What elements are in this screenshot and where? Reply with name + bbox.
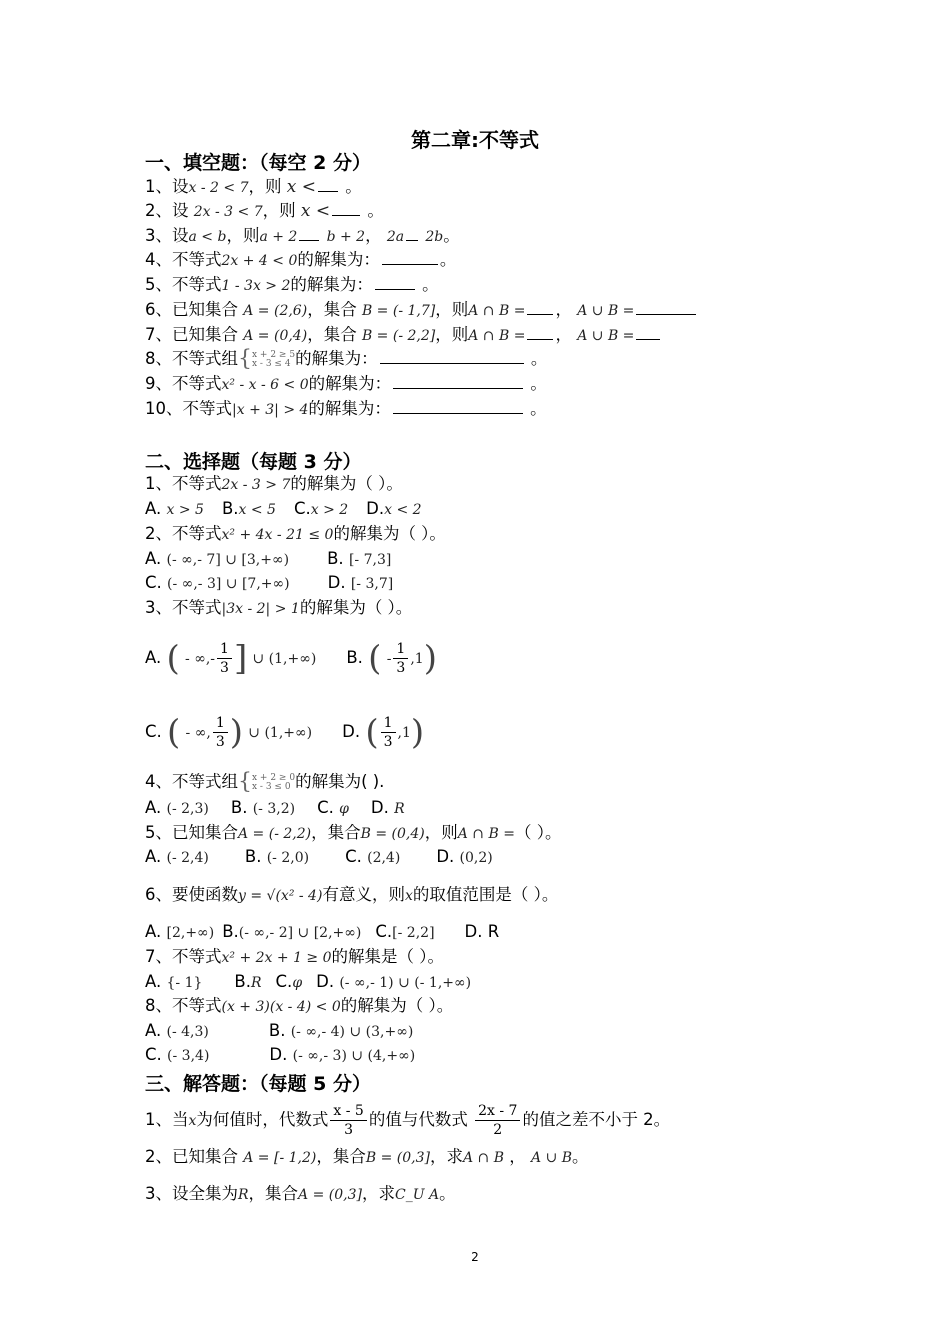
fill-item-2: 2、设 2x - 3 < 7，则 x < 。 [145, 201, 384, 221]
option-d[interactable]: D. (- ∞,- 3) ∪ (4,+∞) [269, 1045, 416, 1064]
choice-question-5: 5、已知集合A = (- 2,2)，集合B = (0,4)，则A ∩ B =（ ）。 [145, 823, 562, 842]
option-d[interactable]: D. (- ∞,- 1) ∪ (- 1,+∞) [316, 972, 472, 991]
fill-item-4: 4、不等式2x + 4 < 0的解集为： 。 [145, 250, 457, 269]
option-c[interactable]: C.[- 2,2] [375, 922, 435, 941]
answer-blank[interactable] [393, 374, 523, 389]
answer-blank[interactable] [406, 226, 418, 241]
option-a[interactable]: A. (- 2,4) [145, 847, 209, 866]
option-d[interactable]: D. [- 3,7] [327, 573, 394, 592]
option-d[interactable]: D. R [464, 922, 500, 941]
choice-question-8: 8、不等式(x + 3)(x - 4) < 0的解集为（ ）。 [145, 996, 454, 1015]
choice-question-3-options-ab [145, 635, 437, 682]
section-heading-problems: 三、解答题：（每题 5 分） [145, 1073, 371, 1095]
fraction: $\frac{1}{3}$ [381, 714, 396, 751]
option-b[interactable]: B. [- 7,3] [327, 549, 392, 568]
option-d[interactable]: D. ( $\frac{1}{3}$ ,1) [342, 712, 425, 753]
option-c[interactable]: C.φ [275, 972, 303, 991]
problem-3: 3、设全集为R，集合A = (0,3]，求C_U A。 [145, 1184, 456, 1203]
option-c[interactable]: C. φ [317, 798, 349, 817]
problem-2: 2、已知集合 A = [- 1,2)，集合B = (0,3]，求A ∩ B ， A ∪ B。 [145, 1147, 589, 1166]
option-a[interactable]: A. (- 4,3) [145, 1021, 209, 1040]
option-b[interactable]: B.(- ∞,- 2] ∪ [2,+∞) [222, 922, 362, 941]
choice-question-1-options [145, 498, 422, 521]
choice-question-3-options-cd [145, 709, 424, 756]
inequality-system: x + 2 ≥ 0 x - 3 ≤ 0 [252, 772, 296, 792]
fraction: $\frac{1}{3}$ [393, 640, 408, 677]
answer-blank[interactable] [382, 250, 438, 265]
option-b[interactable]: B. (- ∞,- 4) ∪ (3,+∞) [268, 1021, 414, 1040]
choice-question-8-options-ab [145, 1020, 413, 1043]
fill-item-10: 10、不等式|x + 3| > 4的解集为： 。 [145, 399, 547, 418]
section-heading-fill-blank: 一、填空题：（每空 2 分） [145, 152, 371, 174]
option-d[interactable]: D.x < 2 [366, 499, 422, 518]
choice-question-2: 2、不等式x² + 4x - 21 ≤ 0的解集为（ ）。 [145, 524, 446, 543]
option-a[interactable]: A. x > 5 [145, 499, 204, 518]
option-b[interactable]: B. ( - $\frac{1}{3}$ ,1) [346, 638, 437, 679]
chapter-title: 第二章:不等式 [411, 128, 539, 152]
answer-blank[interactable] [299, 226, 319, 241]
fill-item-9: 9、不等式x² - x - 6 < 0的解集为： 。 [145, 374, 547, 393]
choice-question-4: 4、不等式组{ x + 2 ≥ 0 x - 3 ≤ 0 的解集为( ). [145, 769, 385, 795]
answer-blank[interactable] [636, 300, 696, 315]
choice-question-2-options-ab [145, 548, 391, 571]
left-brace-icon: { [238, 769, 252, 795]
fraction: $\frac{1}{3}$ [213, 714, 228, 751]
answer-blank[interactable] [318, 177, 338, 192]
option-d[interactable]: D. R [370, 798, 405, 817]
option-a[interactable]: A. (- 2,3) [145, 798, 209, 817]
option-d[interactable]: D. (0,2) [436, 847, 493, 866]
inequality-system: x + 2 ≥ 5 x - 3 ≤ 4 [252, 349, 296, 369]
fill-item-7: 7、已知集合 A = (0,4)，集合 B = (- 2,2]，则A ∩ B = ， A ∪ B = [145, 324, 662, 347]
left-brace-icon: { [238, 346, 252, 372]
answer-blank[interactable] [332, 201, 360, 216]
option-b[interactable]: B. (- 3,2) [230, 798, 296, 817]
option-b[interactable]: B. (- 2,0) [244, 847, 310, 866]
choice-question-3: 3、不等式|3x - 2| > 1的解集为（ ）。 [145, 598, 413, 617]
answer-blank[interactable] [636, 325, 660, 340]
section-heading-multiple-choice: 二、选择题（每题 3 分） [145, 451, 362, 473]
answer-blank[interactable] [380, 349, 524, 364]
option-a[interactable]: A. (- ∞,- 7] ∪ [3,+∞) [145, 549, 290, 568]
option-c[interactable]: C. (- 3,4) [145, 1045, 210, 1064]
answer-blank[interactable] [375, 275, 415, 290]
answer-blank[interactable] [527, 325, 553, 340]
fraction: $\frac{2x - 7}{2}$ [475, 1102, 520, 1139]
choice-question-6: 6、要使函数y = √(x² - 4)有意义，则x的取值范围是（ ）。 [145, 885, 559, 904]
fill-item-3: 3、设a < b，则a + 2 b + 2， 2a 2b。 [145, 226, 460, 245]
choice-question-5-options [145, 846, 493, 869]
page-number: 2 [471, 1250, 479, 1264]
fill-item-5: 5、不等式1 - 3x > 2的解集为： 。 [145, 275, 439, 294]
option-a[interactable]: A. {- 1} [145, 972, 203, 991]
choice-question-4-options [145, 797, 405, 820]
fill-item-1: 1、设x - 2 < 7，则 x < 。 [145, 177, 362, 197]
choice-question-7-options [145, 971, 471, 994]
option-a[interactable]: A. ( - ∞,- $\frac{1}{3}$ ] ∪ (1,+∞) [145, 638, 317, 679]
option-a[interactable]: A. [2,+∞) [145, 922, 215, 941]
fill-item-8: 8、不等式组{ x + 2 ≥ 5 x - 3 ≤ 4 的解集为： 。 [145, 346, 548, 372]
choice-question-7: 7、不等式x² + 2x + 1 ≥ 0的解集是（ ）。 [145, 947, 445, 966]
fraction: $\frac{x - 5}{3}$ [330, 1102, 366, 1139]
answer-blank[interactable] [393, 399, 523, 414]
problem-1: 1、当x为何值时，代数式 $\frac{x - 5}{3}$ 的值与代数式 $\frac{2x - 7}{2}$ 的值之差不小于 2。 [145, 1103, 671, 1138]
answer-blank[interactable] [527, 300, 553, 315]
choice-question-1: 1、不等式2x - 3 > 7的解集为（ ）。 [145, 474, 403, 493]
choice-question-8-options-cd [145, 1044, 415, 1067]
fraction: $\frac{1}{3}$ [217, 640, 232, 677]
option-b[interactable]: B.x < 5 [221, 499, 276, 518]
option-c[interactable]: C. ( - ∞, $\frac{1}{3}$ ) ∪ (1,+∞) [145, 712, 313, 753]
choice-question-6-options [145, 921, 499, 944]
choice-question-2-options-cd [145, 572, 393, 595]
option-c[interactable]: C. (2,4) [345, 847, 401, 866]
option-b[interactable]: B.R [234, 972, 262, 991]
option-c[interactable]: C.x > 2 [293, 499, 349, 518]
option-c[interactable]: C. (- ∞,- 3] ∪ [7,+∞) [145, 573, 290, 592]
fill-item-6: 6、已知集合 A = (2,6)，集合 B = (- 1,7]，则A ∩ B = ， A ∪ B = [145, 299, 698, 322]
